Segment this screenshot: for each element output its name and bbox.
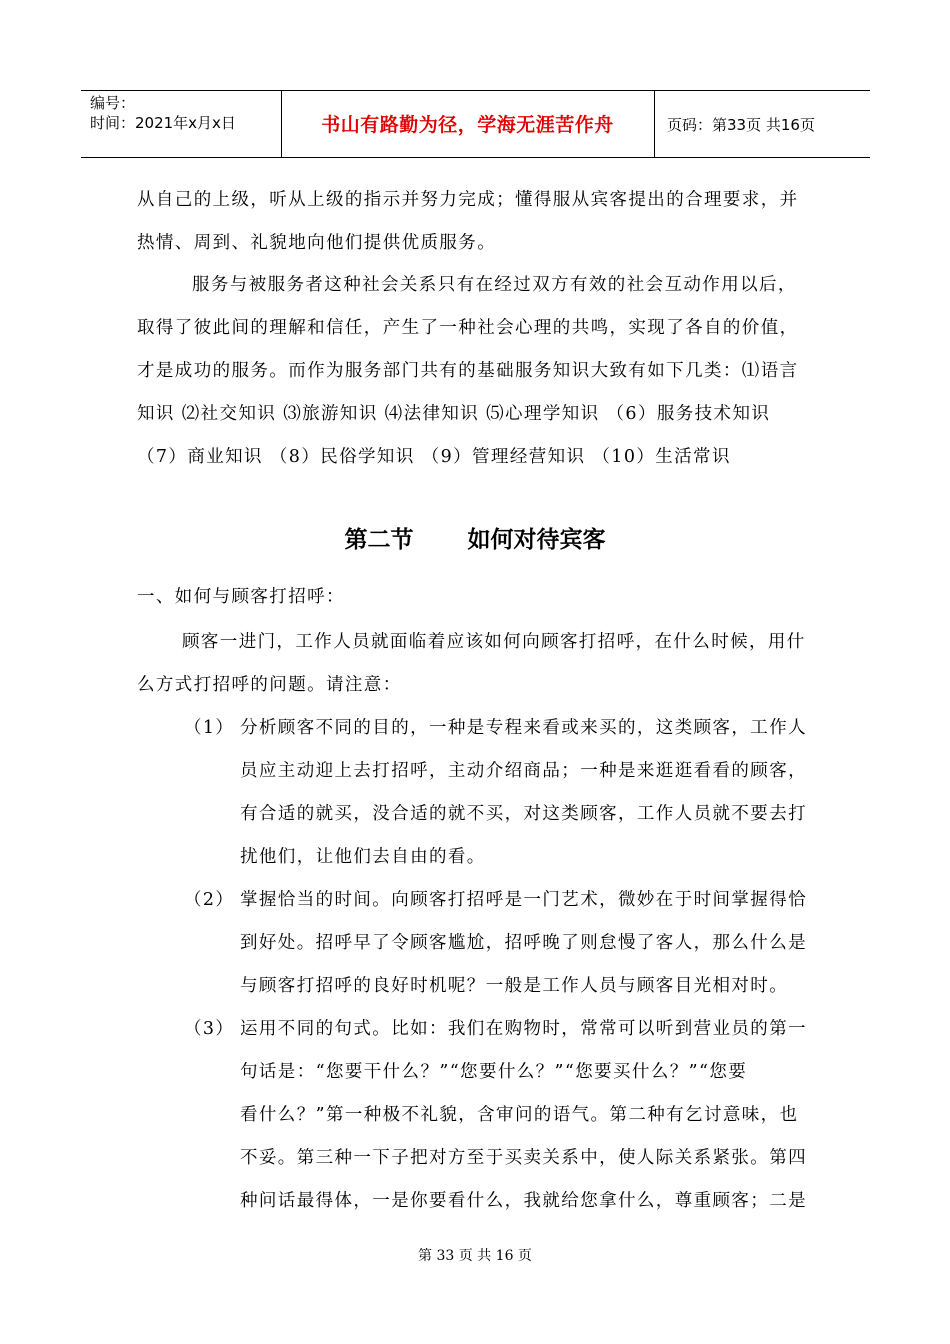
item-line: 到好处。招呼早了令顾客尴尬，招呼晚了则怠慢了客人，那么什么是 [240,933,807,953]
item-line: 扰他们，让他们去自由的看。 [240,847,486,867]
paragraph-line: 服务与被服务者这种社会关系只有在经过双方有效的社会互动作用以后， [192,275,797,295]
paragraph-line: 热情、周到、礼貌地向他们提供优质服务。 [137,233,497,253]
paragraph-line: 知识 ⑵社交知识 ⑶旅游知识 ⑷法律知识 ⑸心理学知识 （6）服务技术知识 [137,404,771,424]
paragraph-line: 么方式打招呼的问题。请注意： [137,675,402,695]
item-number: （1） [184,718,235,738]
item-line: 种问话最得体，一是你要看什么，我就给您拿什么，尊重顾客；二是 [240,1191,807,1211]
section-heading: 如何对待宾客 [467,527,606,553]
header-top-rule [81,90,870,91]
document-header [81,90,870,158]
header-page-info: 页码：第33页 共16页 [667,116,815,134]
paragraph-line: 取得了彼此间的理解和信任，产生了一种社会心理的共鸣，实现了各自的价值， [137,318,799,338]
paragraph-line: 才是成功的服务。而作为服务部门共有的基础服务知识大致有如下几类：⑴语言 [137,361,799,381]
item-line: 与顾客打招呼的良好时机呢？一般是工作人员与顾客目光相对时。 [240,976,789,996]
header-left-cell [90,93,236,133]
paragraph-line: 顾客一进门，工作人员就面临着应该如何向顾客打招呼，在什么时候，用什 [182,632,806,652]
section-number: 第二节 [344,527,414,553]
item-line: 句话是：“您要干什么？”“您要什么？”“您要买什么？”“您要 [240,1062,748,1082]
item-line: 掌握恰当的时间。向顾客打招呼是一门艺术，微妙在于时间掌握得恰 [240,890,807,910]
item-line: 分析顾客不同的目的，一种是专程来看或来买的，这类顾客，工作人 [240,718,807,738]
item-line: 员应主动迎上去打招呼，主动介绍商品；一种是来逛逛看看的顾客， [240,761,807,781]
time-label: 时间：2021年x月x日 [90,114,236,132]
item-line: 看什么？”第一种极不礼貌，含审问的语气。第二种有乞讨意味，也 [240,1105,799,1125]
section-title [0,521,950,554]
header-bottom-rule [81,157,870,158]
item-number: （3） [184,1019,235,1039]
header-divider [654,90,655,158]
item-line: 不妥。第三种一下子把对方至于买卖关系中，使人际关系紧张。第四 [240,1148,807,1168]
item-number: （2） [184,890,235,910]
subheading: 一、如何与顾客打招呼： [137,587,345,607]
paragraph-line: 从自己的上级，听从上级的指示并努力完成；懂得服从宾客提出的合理要求，并 [137,190,799,210]
paragraph-line: （7）商业知识 （8）民俗学知识 （9）管理经营知识 （10）生活常识 [137,447,731,467]
item-line: 有合适的就买，没合适的就不买，对这类顾客，工作人员就不要去打 [240,804,807,824]
item-line: 运用不同的句式。比如：我们在购物时，常常可以听到营业员的第一 [240,1019,807,1039]
header-motto: 书山有路勤为径，学海无涯苦作舟 [321,114,614,136]
number-label: 编号： [90,94,136,112]
page-footer: 第 33 页 共 16 页 [418,1248,532,1264]
